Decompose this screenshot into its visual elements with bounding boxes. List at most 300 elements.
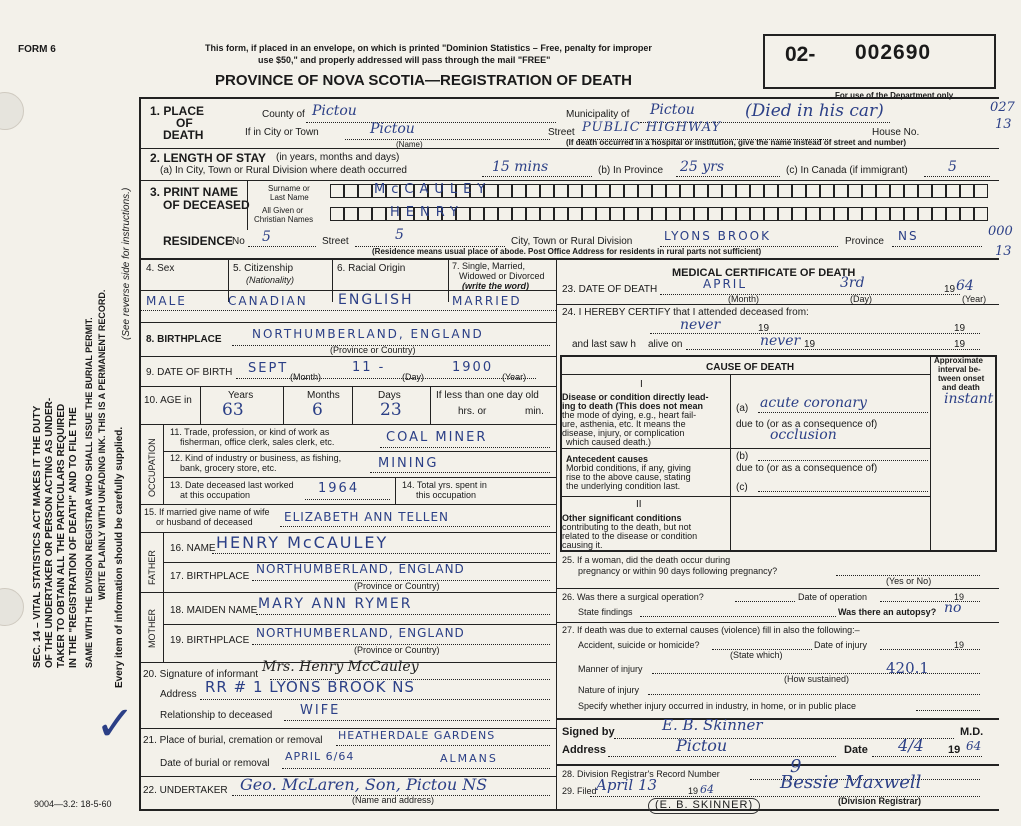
- interval-label-3: tween onset: [938, 374, 985, 383]
- rule-after-residence: [139, 258, 999, 260]
- age-divider-4: [430, 386, 431, 424]
- lastworked-divider: [395, 477, 396, 504]
- name-letter-box: [862, 207, 876, 221]
- trade-line: [380, 447, 550, 448]
- rule-signed-top: [556, 718, 999, 720]
- rule-occupation-top: [139, 424, 556, 425]
- manner-code: 420.1: [886, 659, 929, 677]
- other-label-2: contributing to the death, but not: [562, 522, 692, 532]
- last-saw-line: [686, 349, 980, 350]
- marital-label-3: (write the word): [462, 281, 529, 291]
- burial-place-value: HEATHERDALE GARDENS: [338, 729, 496, 742]
- racial-value: ENGLISH: [338, 292, 414, 308]
- registrar-no-value: 9: [790, 756, 802, 777]
- side-note-8: (See reverse side for instructions.): [121, 187, 132, 340]
- envelope-note-1: This form, if placed in an envelope, on which is printed "Dominion Statistics – Free, penalty for improper: [205, 43, 652, 53]
- name-letter-box: [750, 207, 764, 221]
- name-letter-box: [694, 184, 708, 198]
- dob-year: 1900: [452, 360, 494, 375]
- name-letter-box: [470, 207, 484, 221]
- age-divider-2: [283, 386, 284, 424]
- stay-c-value: 5: [948, 159, 957, 175]
- less-day-label: If less than one day old: [436, 390, 539, 401]
- filed-year: 64: [700, 783, 714, 796]
- name-letter-box: [904, 207, 918, 221]
- street-value: PUBLIC HIGHWAY: [582, 120, 722, 135]
- name-letter-box: [960, 207, 974, 221]
- disease-label-6: which caused death.): [566, 437, 652, 447]
- name-letter-box: [722, 207, 736, 221]
- name-letter-box: [680, 184, 694, 198]
- street-label: Street: [548, 127, 575, 138]
- name-letter-box: [330, 184, 344, 198]
- mother-maiden-line: [256, 614, 550, 615]
- name-letter-box: [848, 184, 862, 198]
- name-letter-box: [512, 184, 526, 198]
- cause-b-line: [758, 460, 928, 461]
- name-letter-box: [792, 184, 806, 198]
- total-years-label-2: this occupation: [416, 490, 477, 500]
- informant-signature: Mrs. Henry McCauley: [262, 659, 419, 675]
- registrar-no-label: 28. Division Registrar's Record Number: [562, 769, 720, 779]
- father-name-line: [212, 553, 550, 554]
- med-address-line: [608, 756, 836, 757]
- cause-interval-divider: [930, 355, 931, 552]
- occupation-side-label: OCCUPATION: [147, 438, 157, 497]
- dod-month: APRIL: [703, 277, 748, 291]
- place-heading-3: DEATH: [163, 128, 204, 142]
- surgery-label: 26. Was there a surgical operation?: [562, 592, 704, 602]
- sex-label: 4. Sex: [146, 263, 175, 274]
- industry-value: MINING: [378, 456, 439, 471]
- interval-label-1: Approximate: [934, 356, 983, 365]
- name-letter-box: [946, 184, 960, 198]
- side-note-1: SEC. 14 – VITAL STATISTICS ACT MAKES IT THE DUTY: [32, 405, 43, 668]
- injury-year: 19: [954, 640, 965, 650]
- rule-mother-mid: [163, 624, 556, 625]
- father-birthplace-label: 17. BIRTHPLACE: [170, 571, 250, 582]
- total-years-label-1: 14. Total yrs. spent in: [402, 480, 487, 490]
- stay-c-label: (c) In Canada (if immigrant): [786, 165, 908, 176]
- name-letter-box: [974, 207, 988, 221]
- dob-month-caption: (Month): [290, 372, 322, 382]
- informant-address-value: RR # 1 LYONS BROOK NS: [205, 678, 415, 696]
- registrar-caption: (Division Registrar): [838, 796, 922, 806]
- dept-use-label: For use of the Department only: [835, 91, 954, 100]
- rule-spouse-top: [139, 504, 556, 505]
- binder-hole-top: [0, 92, 24, 130]
- name-letter-box: [736, 207, 750, 221]
- name-letter-box: [526, 207, 540, 221]
- father-side-label: FATHER: [147, 550, 157, 585]
- age-label: 10. AGE in: [144, 395, 192, 406]
- dod-day-caption: (Day): [850, 294, 872, 304]
- dod-year: 64: [956, 278, 974, 294]
- dob-year-caption: (Year): [502, 372, 527, 382]
- name-letter-box: [610, 184, 624, 198]
- yes-no-caption: (Yes or No): [886, 576, 932, 586]
- house-label: House No.: [872, 127, 920, 138]
- name-letter-box: [498, 184, 512, 198]
- residence-street-value: 5: [395, 227, 404, 243]
- name-letter-box: [344, 184, 358, 198]
- name-letter-box: [372, 207, 386, 221]
- name-heading-2: OF DECEASED: [163, 198, 250, 212]
- stay-heading-note: (in years, months and days): [276, 152, 400, 163]
- name-letter-box: [820, 184, 834, 198]
- dod-label: 23. DATE OF DEATH: [562, 284, 658, 295]
- name-letter-box: [946, 207, 960, 221]
- stay-b-label: (b) In Province: [598, 165, 664, 176]
- trade-value: COAL MINER: [386, 430, 488, 445]
- spouse-value: ELIZABETH ANN TELLEN: [284, 510, 450, 524]
- name-letter-box: [358, 184, 372, 198]
- dept-code-4: 13: [995, 244, 1012, 259]
- residence-division-label: City, Town or Rural Division: [511, 236, 633, 247]
- rule-registrar-top: [556, 764, 999, 766]
- name-letter-box: [918, 184, 932, 198]
- name-letter-box: [512, 207, 526, 221]
- residence-no-label: No: [232, 236, 245, 247]
- dod-line: [660, 294, 960, 295]
- burial-place-label: 21. Place of burial, cremation or removal: [143, 735, 323, 746]
- disease-label-5: disease, injury, or complication: [562, 428, 685, 438]
- marital-value: MARRIED: [452, 294, 522, 308]
- antecedent-label-4: the underlying condition last.: [566, 481, 681, 491]
- city-caption: (Name): [396, 140, 423, 149]
- print-code: 9004—3.2: 18-5-60: [34, 799, 112, 809]
- cause-a2-value: occlusion: [770, 427, 837, 443]
- name-letter-box: [792, 207, 806, 221]
- father-name-value: HENRY McCAULEY: [216, 533, 389, 552]
- age-divider-3: [352, 386, 353, 424]
- burial-place-line: [336, 745, 550, 746]
- section-one: I: [640, 379, 643, 390]
- residence-province-line: [892, 246, 982, 247]
- center-divider: [556, 258, 557, 809]
- form-title: PROVINCE OF NOVA SCOTIA—REGISTRATION OF DEATH: [215, 72, 632, 89]
- dept-code-3: 000: [988, 224, 1013, 239]
- side-note-7: Every item of information should be carefully supplied.: [114, 426, 125, 688]
- signed-value: E. B. Skinner: [662, 716, 763, 734]
- dob-day-caption: (Day): [402, 372, 424, 382]
- name-letter-box: [932, 184, 946, 198]
- dod-month-caption: (Month): [728, 294, 760, 304]
- mother-maiden-label: 18. MAIDEN NAME: [170, 605, 258, 616]
- citizenship-sub: (Nationality): [246, 275, 295, 285]
- residence-street-label: Street: [322, 236, 349, 247]
- name-letter-box: [960, 184, 974, 198]
- dod-year-caption: (Year): [962, 294, 987, 304]
- envelope-note-2: use $50," and properly addressed will pass through the mail "FREE": [258, 55, 551, 65]
- county-line: [306, 122, 556, 123]
- name-letter-box: [610, 207, 624, 221]
- stay-heading: 2. LENGTH OF STAY: [150, 151, 267, 165]
- stay-b-line: [676, 176, 780, 177]
- side-note-3: TAKER TO OBTAIN ALL THE PARTICULARS REQUIRED: [56, 403, 67, 668]
- undertaker-label: 22. UNDERTAKER: [143, 785, 228, 796]
- name-letter-box: [554, 184, 568, 198]
- dob-line: [236, 378, 536, 379]
- name-letter-box: [806, 207, 820, 221]
- cause-other-rule: [560, 496, 930, 497]
- how-sustained-caption: (How sustained): [784, 674, 850, 684]
- state-which-caption: (State which): [730, 650, 783, 660]
- attended-line: [650, 333, 980, 334]
- mother-side-label: MOTHER: [147, 609, 157, 648]
- side-note-4: IN THE "REGISTRATION OF DEATH" AND TO FILE THE: [68, 407, 79, 668]
- autopsy-value: no: [944, 600, 962, 616]
- dept-code-2: 13: [995, 117, 1012, 132]
- racial-divider: [448, 258, 449, 302]
- last-saw-label: and last saw h: [572, 339, 636, 350]
- dob-month: SEPT: [248, 361, 289, 376]
- interval-a-value: instant: [944, 391, 994, 407]
- name-letter-box: [876, 207, 890, 221]
- med-address-value: Pictou: [676, 736, 728, 755]
- residence-division-value: LYONS BROOK: [664, 229, 771, 243]
- racial-label: 6. Racial Origin: [337, 263, 406, 274]
- med-address-label: Address: [562, 744, 607, 756]
- place-heading-1: 1. PLACE: [150, 104, 205, 118]
- name-letter-box: [666, 207, 680, 221]
- name-letter-box: [722, 184, 736, 198]
- name-letter-box: [764, 207, 778, 221]
- stay-c-line: [924, 176, 990, 177]
- residence-province-label: Province: [845, 236, 884, 247]
- hospital-note: (If death occurred in a hospital or institution, give the name instead of street and number): [566, 138, 907, 147]
- hrs-label: hrs. or: [458, 406, 487, 417]
- industry-line: [370, 472, 550, 473]
- rule-lastworked-top: [163, 477, 556, 478]
- disease-label-3: the mode of dying, e.g., heart fail-: [562, 410, 697, 420]
- last-saw-year-2: 19: [954, 339, 966, 350]
- frame-left: [139, 97, 141, 809]
- name-letter-box: [638, 207, 652, 221]
- cause-c-marker: (c): [736, 482, 748, 493]
- city-line: [345, 139, 550, 140]
- name-letter-box: [708, 207, 722, 221]
- surname-label-1: Surname or: [268, 184, 310, 193]
- residence-province-value: NS: [898, 229, 919, 243]
- undertaker-value: Geo. McLaren, Son, Pictou NS: [240, 775, 488, 794]
- place-heading-2: OF: [176, 116, 193, 130]
- burial-date-label: Date of burial or removal: [160, 758, 270, 769]
- name-letter-box: [358, 207, 372, 221]
- specify-label: Specify whether injury occurred in industry, in home, or in public place: [578, 701, 856, 711]
- due-to-2: due to (or as a consequence of): [736, 463, 878, 474]
- name-letter-box: [736, 184, 750, 198]
- skinner-stamp: (E. B. SKINNER): [648, 798, 760, 814]
- name-letter-box: [624, 207, 638, 221]
- disease-label-2: ing to death (This does not mean: [562, 401, 704, 411]
- cause-a-value: acute coronary: [760, 395, 867, 411]
- interval-label-2: interval be-: [938, 365, 981, 374]
- name-letter-box: [778, 207, 792, 221]
- md-label: M.D.: [960, 726, 984, 738]
- name-letter-box: [806, 184, 820, 198]
- cause-a-line: [758, 412, 928, 413]
- name-letter-box: [540, 184, 554, 198]
- father-birthplace-value: NORTHUMBERLAND, ENGLAND: [256, 562, 465, 576]
- informant-address-line: [200, 699, 550, 700]
- relationship-label: Relationship to deceased: [160, 710, 273, 721]
- cause-antecedent-rule: [560, 448, 930, 449]
- external-label: 27. If death was due to external causes (violence) fill in also the following:–: [562, 625, 860, 635]
- antecedent-label-2: Morbid conditions, if any, giving: [566, 463, 691, 473]
- certify-label: 24. I HEREBY CERTIFY that I attended deceased from:: [562, 307, 809, 318]
- county-label: County of: [262, 109, 305, 120]
- operation-date-label: Date of operation: [798, 592, 868, 602]
- mother-birthplace-caption: (Province or Country): [354, 645, 440, 655]
- informant-address-label: Address: [160, 689, 197, 700]
- undertaker-caption: (Name and address): [352, 795, 435, 805]
- name-letter-box: [820, 207, 834, 221]
- relationship-value: WIFE: [300, 703, 341, 718]
- med-date-line: [872, 756, 982, 757]
- trade-label-2: fisherman, office clerk, sales clerk, etc.: [180, 437, 335, 447]
- name-letter-box: [596, 207, 610, 221]
- name-letter-box: [694, 207, 708, 221]
- years-label: Years: [228, 390, 254, 401]
- woman-label-2: pregnancy or within 90 days following pregnancy?: [578, 566, 778, 576]
- operation-year: 19: [954, 592, 965, 602]
- accident-label: Accident, suicide or homicide?: [578, 640, 700, 650]
- injury-date-line: [880, 649, 980, 650]
- med-date-value: 4/4: [898, 736, 924, 755]
- registration-prefix: 02-: [785, 43, 816, 66]
- father-birthplace-caption: (Province or Country): [354, 581, 440, 591]
- age-years-value: 63: [222, 400, 244, 420]
- industry-label-2: bank, grocery store, etc.: [180, 463, 277, 473]
- residence-label: RESIDENCE: [163, 234, 234, 248]
- name-letter-box: [554, 207, 568, 221]
- occupation-side-divider: [163, 424, 164, 504]
- name-letter-box: [638, 184, 652, 198]
- med-date-label: Date: [844, 744, 868, 756]
- rule-birthplace-top: [139, 322, 556, 323]
- mother-side-divider: [163, 592, 164, 662]
- injury-date-label: Date of injury: [814, 640, 868, 650]
- citizenship-divider: [332, 258, 333, 302]
- marital-label-1: 7. Single, Married,: [452, 261, 526, 271]
- name-letter-box: [750, 184, 764, 198]
- filed-line: [590, 796, 980, 797]
- surname-value: McCAULEY: [374, 182, 492, 197]
- citizenship-value: CANADIAN: [228, 294, 308, 308]
- last-worked-value: 1964: [318, 481, 360, 496]
- stay-b-value: 25 yrs: [680, 159, 725, 175]
- rule-surgery-top: [556, 588, 999, 589]
- name-letter-box: [652, 207, 666, 221]
- name-letter-box: [778, 184, 792, 198]
- rule-industry-top: [163, 451, 556, 452]
- state-findings-label: State findings: [578, 607, 633, 617]
- given-label-2: Christian Names: [254, 215, 314, 224]
- city-value: Pictou: [370, 121, 415, 137]
- given-name-value: HENRY: [390, 205, 464, 220]
- name-letter-box: [918, 207, 932, 221]
- due-to-1: due to (or as a consequence of): [736, 419, 878, 430]
- last-saw-value: never: [760, 333, 801, 349]
- name-letter-box: [680, 207, 694, 221]
- name-letter-box: [834, 207, 848, 221]
- name-letter-box: [652, 184, 666, 198]
- stay-a-value: 15 mins: [492, 159, 549, 175]
- father-name-label: 16. NAME: [170, 543, 216, 554]
- burial-date-value: APRIL 6/64: [285, 750, 355, 763]
- section-two: II: [636, 499, 642, 510]
- age-months-value: 6: [312, 400, 323, 420]
- mother-birthplace-label: 19. BIRTHPLACE: [170, 635, 250, 646]
- name-letter-box: [974, 184, 988, 198]
- months-label: Months: [307, 390, 340, 401]
- city-label: If in City or Town: [245, 127, 319, 138]
- rule-after-place: [139, 148, 999, 149]
- name-letter-box: [526, 184, 540, 198]
- age-days-value: 23: [380, 400, 402, 420]
- cause-a-marker: (a): [736, 403, 749, 414]
- name-letter-box: [568, 207, 582, 221]
- woman-label-1: 25. If a woman, did the death occur during: [562, 555, 731, 565]
- name-letter-box: [862, 184, 876, 198]
- filed-year-prefix: 19: [688, 786, 699, 796]
- citizenship-label: 5. Citizenship: [233, 263, 294, 274]
- min-label: min.: [525, 406, 544, 417]
- personal-values-line: [139, 310, 556, 311]
- binder-hole-bottom: [0, 588, 24, 626]
- relationship-line: [284, 720, 550, 721]
- autopsy-label: Was there an autopsy?: [838, 607, 937, 617]
- rule-mother-top: [139, 592, 556, 593]
- frame-top: [139, 97, 999, 99]
- name-letter-box: [484, 207, 498, 221]
- other-label-1: Other significant conditions: [562, 513, 682, 523]
- name-letter-box: [344, 207, 358, 221]
- municipality-value: Pictou: [650, 102, 695, 118]
- dob-day: 11 -: [352, 360, 386, 375]
- operation-date-line: [880, 601, 980, 602]
- marital-label-2: Widowed or Divorced: [459, 271, 545, 281]
- med-date-year: 64: [966, 739, 982, 753]
- filed-month: April 13: [596, 776, 658, 794]
- attended-year-1: 19: [758, 323, 770, 334]
- med-date-year-prefix: 19: [948, 744, 961, 756]
- name-letter-box: [876, 184, 890, 198]
- interval-label-4: and death: [942, 383, 980, 392]
- municipality-label: Municipality of: [566, 109, 630, 120]
- name-letter-box: [834, 184, 848, 198]
- spouse-label-1: 15. If married give name of wife: [144, 507, 270, 517]
- name-letter-box: [764, 184, 778, 198]
- disease-label-4: ure, asthenia, etc. It means the: [562, 419, 686, 429]
- disease-label-1: Disease or condition directly lead-: [562, 392, 709, 402]
- registrar-signature: Bessie Maxwell: [780, 772, 922, 793]
- surname-label-2: Last Name: [270, 193, 309, 202]
- dob-label: 9. DATE OF BIRTH: [146, 367, 233, 378]
- last-worked-label-1: 13. Date deceased last worked: [170, 480, 294, 490]
- attended-year-2: 19: [954, 323, 966, 334]
- medical-heading: MEDICAL CERTIFICATE OF DEATH: [672, 267, 856, 279]
- spouse-label-2: or husband of deceased: [156, 517, 253, 527]
- name-letter-box: [582, 207, 596, 221]
- name-letter-box: [624, 184, 638, 198]
- stay-a-line: [482, 176, 592, 177]
- attended-value: never: [680, 317, 721, 333]
- birthplace-label: 8. BIRTHPLACE: [146, 334, 222, 345]
- cause-heading: CAUSE OF DEATH: [706, 362, 795, 373]
- name-letter-box: [498, 207, 512, 221]
